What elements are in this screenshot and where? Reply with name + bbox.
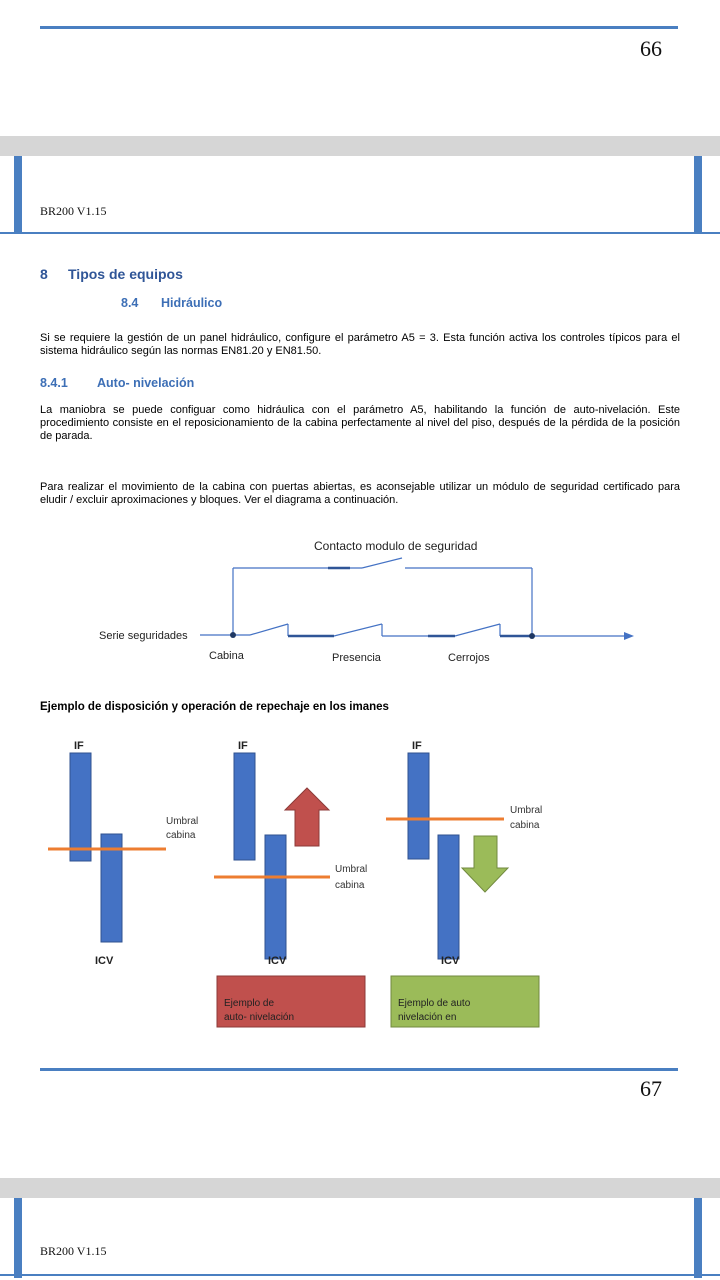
magnet-diagram	[0, 730, 720, 1070]
header-version: BR200 V1.15	[40, 204, 107, 218]
magnet-if-1	[70, 753, 91, 861]
page-separator-top	[0, 136, 720, 156]
contact-cerrojos-switch	[455, 624, 500, 636]
subsection-title: Hidráulico	[161, 296, 223, 310]
bypass-contact	[362, 558, 402, 568]
paragraph-modulo-seguridad: Para realizar el movimiento de la cabina con puertas abiertas, es aconsejable utilizar un módulo de seguridad certificado para eludir / excluir aproximaciones y bloques. Ver el diagrama a continuación.	[40, 481, 680, 506]
circuit-top-label: Contacto modulo de seguridad	[314, 539, 478, 553]
umbral-label-1: Umbral	[166, 816, 199, 827]
subsubsection-heading	[40, 376, 194, 390]
subsubsection-number: 8.4.1	[40, 376, 68, 390]
magnet-if-2	[234, 753, 255, 860]
intro-paragraph: Si se requiere la gestión de un panel hidráulico, configure el parámetro A5 = 3. Esta función activa los controles típicos para el sistema hidráulico según las normas EN81.20 y EN81.50.	[40, 332, 680, 357]
junction-right	[529, 633, 535, 639]
umbral-label-2: Umbral	[335, 864, 368, 875]
magnet-icv-3	[438, 835, 459, 959]
example-red-line2: auto- nivelación	[224, 1012, 295, 1023]
cabina-label-1: cabina	[166, 830, 196, 841]
series-arrowhead	[624, 632, 634, 640]
figure-caption: Ejemplo de disposición y operación de repechaje en los imanes	[40, 701, 389, 713]
icv-label-3: ICV	[441, 955, 460, 967]
arrow-up-icon	[285, 788, 329, 846]
magnet-if-3	[408, 753, 429, 859]
example-red-line1: Ejemplo de	[224, 998, 275, 1009]
arrow-down-icon	[462, 836, 508, 892]
contact-cabina-label: Cabina	[209, 650, 244, 662]
icv-label-1: ICV	[95, 955, 114, 967]
footer-line	[0, 1274, 720, 1276]
page-number-bottom: 67	[640, 1076, 662, 1101]
cabina-label-3: cabina	[510, 820, 540, 831]
cabina-label-2: cabina	[335, 880, 365, 891]
example-green-line2: nivelación en	[398, 1012, 457, 1023]
series-label: Serie seguridades	[99, 630, 188, 642]
if-label-1: IF	[74, 740, 84, 752]
contact-cerrojos-label: Cerrojos	[448, 652, 490, 664]
right-margin-bar-next	[694, 1198, 702, 1278]
header-line	[0, 232, 720, 234]
icv-label-2: ICV	[268, 955, 287, 967]
right-margin-bar	[694, 156, 702, 232]
safety-circuit-diagram	[0, 530, 720, 670]
footer-version: BR200 V1.15	[40, 1244, 107, 1258]
umbral-label-3: Umbral	[510, 805, 543, 816]
junction-left	[230, 632, 236, 638]
page-separator-bottom	[0, 1178, 720, 1198]
subsection-heading	[121, 296, 222, 310]
bottom-rule	[40, 1068, 678, 1071]
contact-cabina-switch	[250, 624, 288, 635]
section-title: Tipos de equipos	[68, 266, 183, 282]
top-rule	[40, 26, 678, 29]
magnet-icv-2	[265, 835, 286, 959]
subsection-number: 8.4	[121, 296, 139, 310]
left-margin-bar	[14, 156, 22, 232]
if-label-2: IF	[238, 740, 248, 752]
section-heading	[40, 266, 183, 282]
subsubsection-title: Auto- nivelación	[97, 376, 195, 390]
section-number: 8	[40, 266, 48, 282]
page-number-top: 66	[640, 36, 662, 61]
if-label-3: IF	[412, 740, 422, 752]
paragraph-autonivelacion: La maniobra se puede configuar como hidráulica con el parámetro A5, habilitando la función de auto-nivelación. Este procedimiento consiste en el reposicionamiento de la cabina perfectamente al nivel del piso, después de la pérdida de la posición de parada.	[40, 404, 680, 442]
left-margin-bar-next	[14, 1198, 22, 1278]
example-green-line1: Ejemplo de auto	[398, 998, 471, 1009]
contact-presencia-switch	[334, 624, 382, 636]
contact-presencia-label: Presencia	[332, 652, 381, 664]
